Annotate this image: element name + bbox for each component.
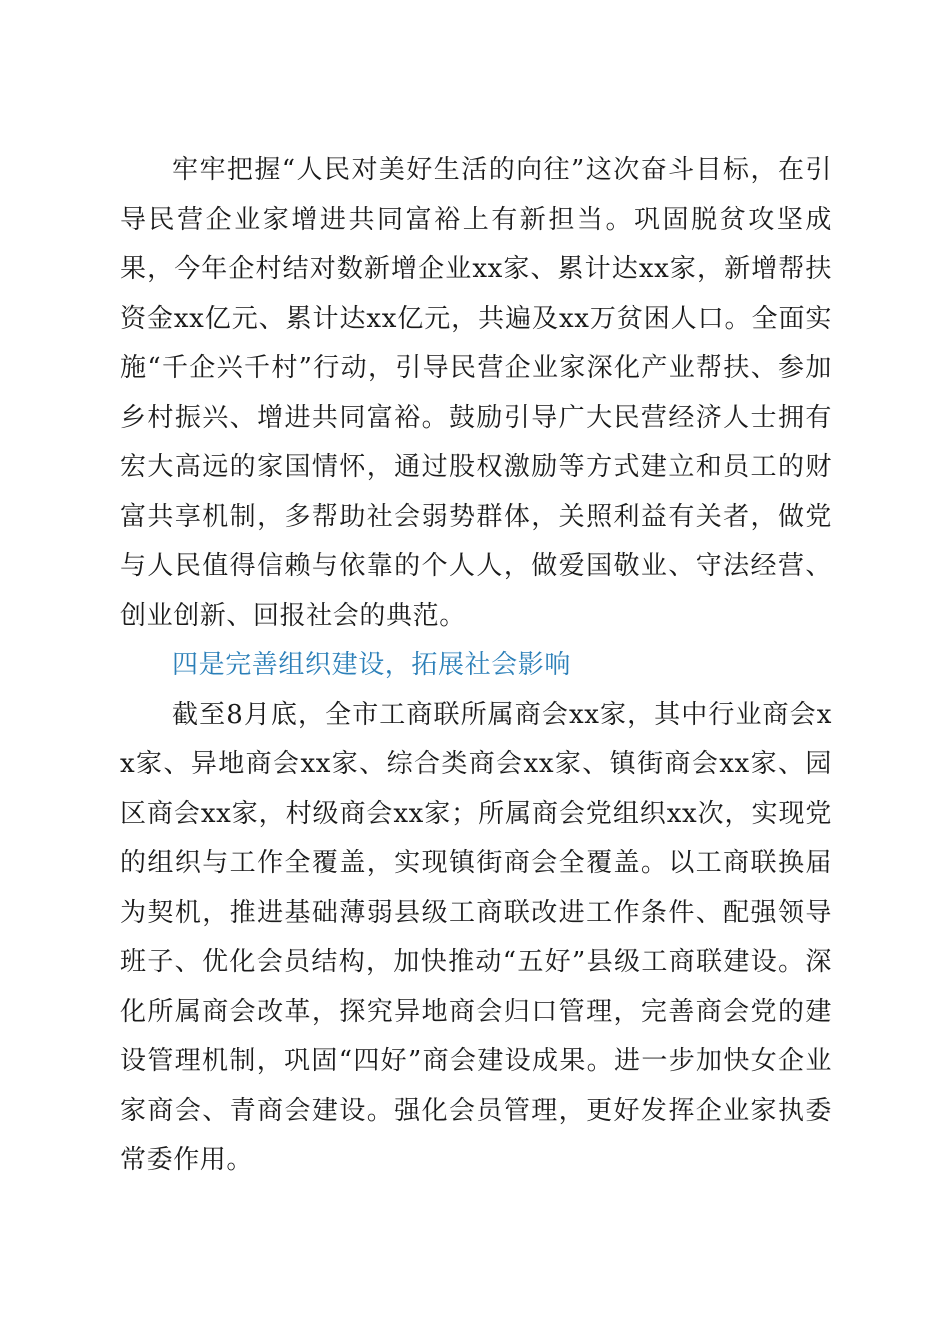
document-body (120, 146, 832, 1186)
paragraph-common-prosperity: 牢牢把握“人民对美好生活的向往”这次奋斗目标，在引导民营企业家增进共同富裕上有新担当。巩固脱贫攻坚成果，今年企村结对数新增企业xx家、累计达xx家，新增帮扶资金xx亿元、累计达xx亿元，共遍及xx万贫困人口。全面实施“千企兴千村”行动，引导民营企业家深化产业帮扶、参加乡村振兴、增进共同富裕。鼓励引导广大民营经济人士拥有宏大高远的家国情怀，通过股权激励等方式建立和员工的财富共享机制，多帮助社会弱势群体，关照利益有关者，做党与人民值得信赖与依靠的个人人，做爱国敬业、守法经营、创业创新、回报社会的典范。 (120, 155, 832, 631)
section-heading-organization: 四是完善组织建设，拓展社会影响 (172, 650, 572, 680)
paragraph-chambers-of-commerce: 截至8月底，全市工商联所属商会xx家，其中行业商会xx家、异地商会xx家、综合类商会xx家、镇街商会xx家、园区商会xx家，村级商会xx家；所属商会党组织xx次，实现党的组织与工作全覆盖，实现镇街商会全覆盖。以工商联换届为契机，推进基础薄弱县级工商联改进工作条件、配强领导班子、优化会员结构，加快推动“五好”县级工商联建设。深化所属商会改革，探究异地商会归口管理，完善商会党的建设管理机制，巩固“四好”商会建设成果。进一步加快女企业家商会、青商会建设。强化会员管理，更好发挥企业家执委常委作用。 (120, 699, 832, 1175)
